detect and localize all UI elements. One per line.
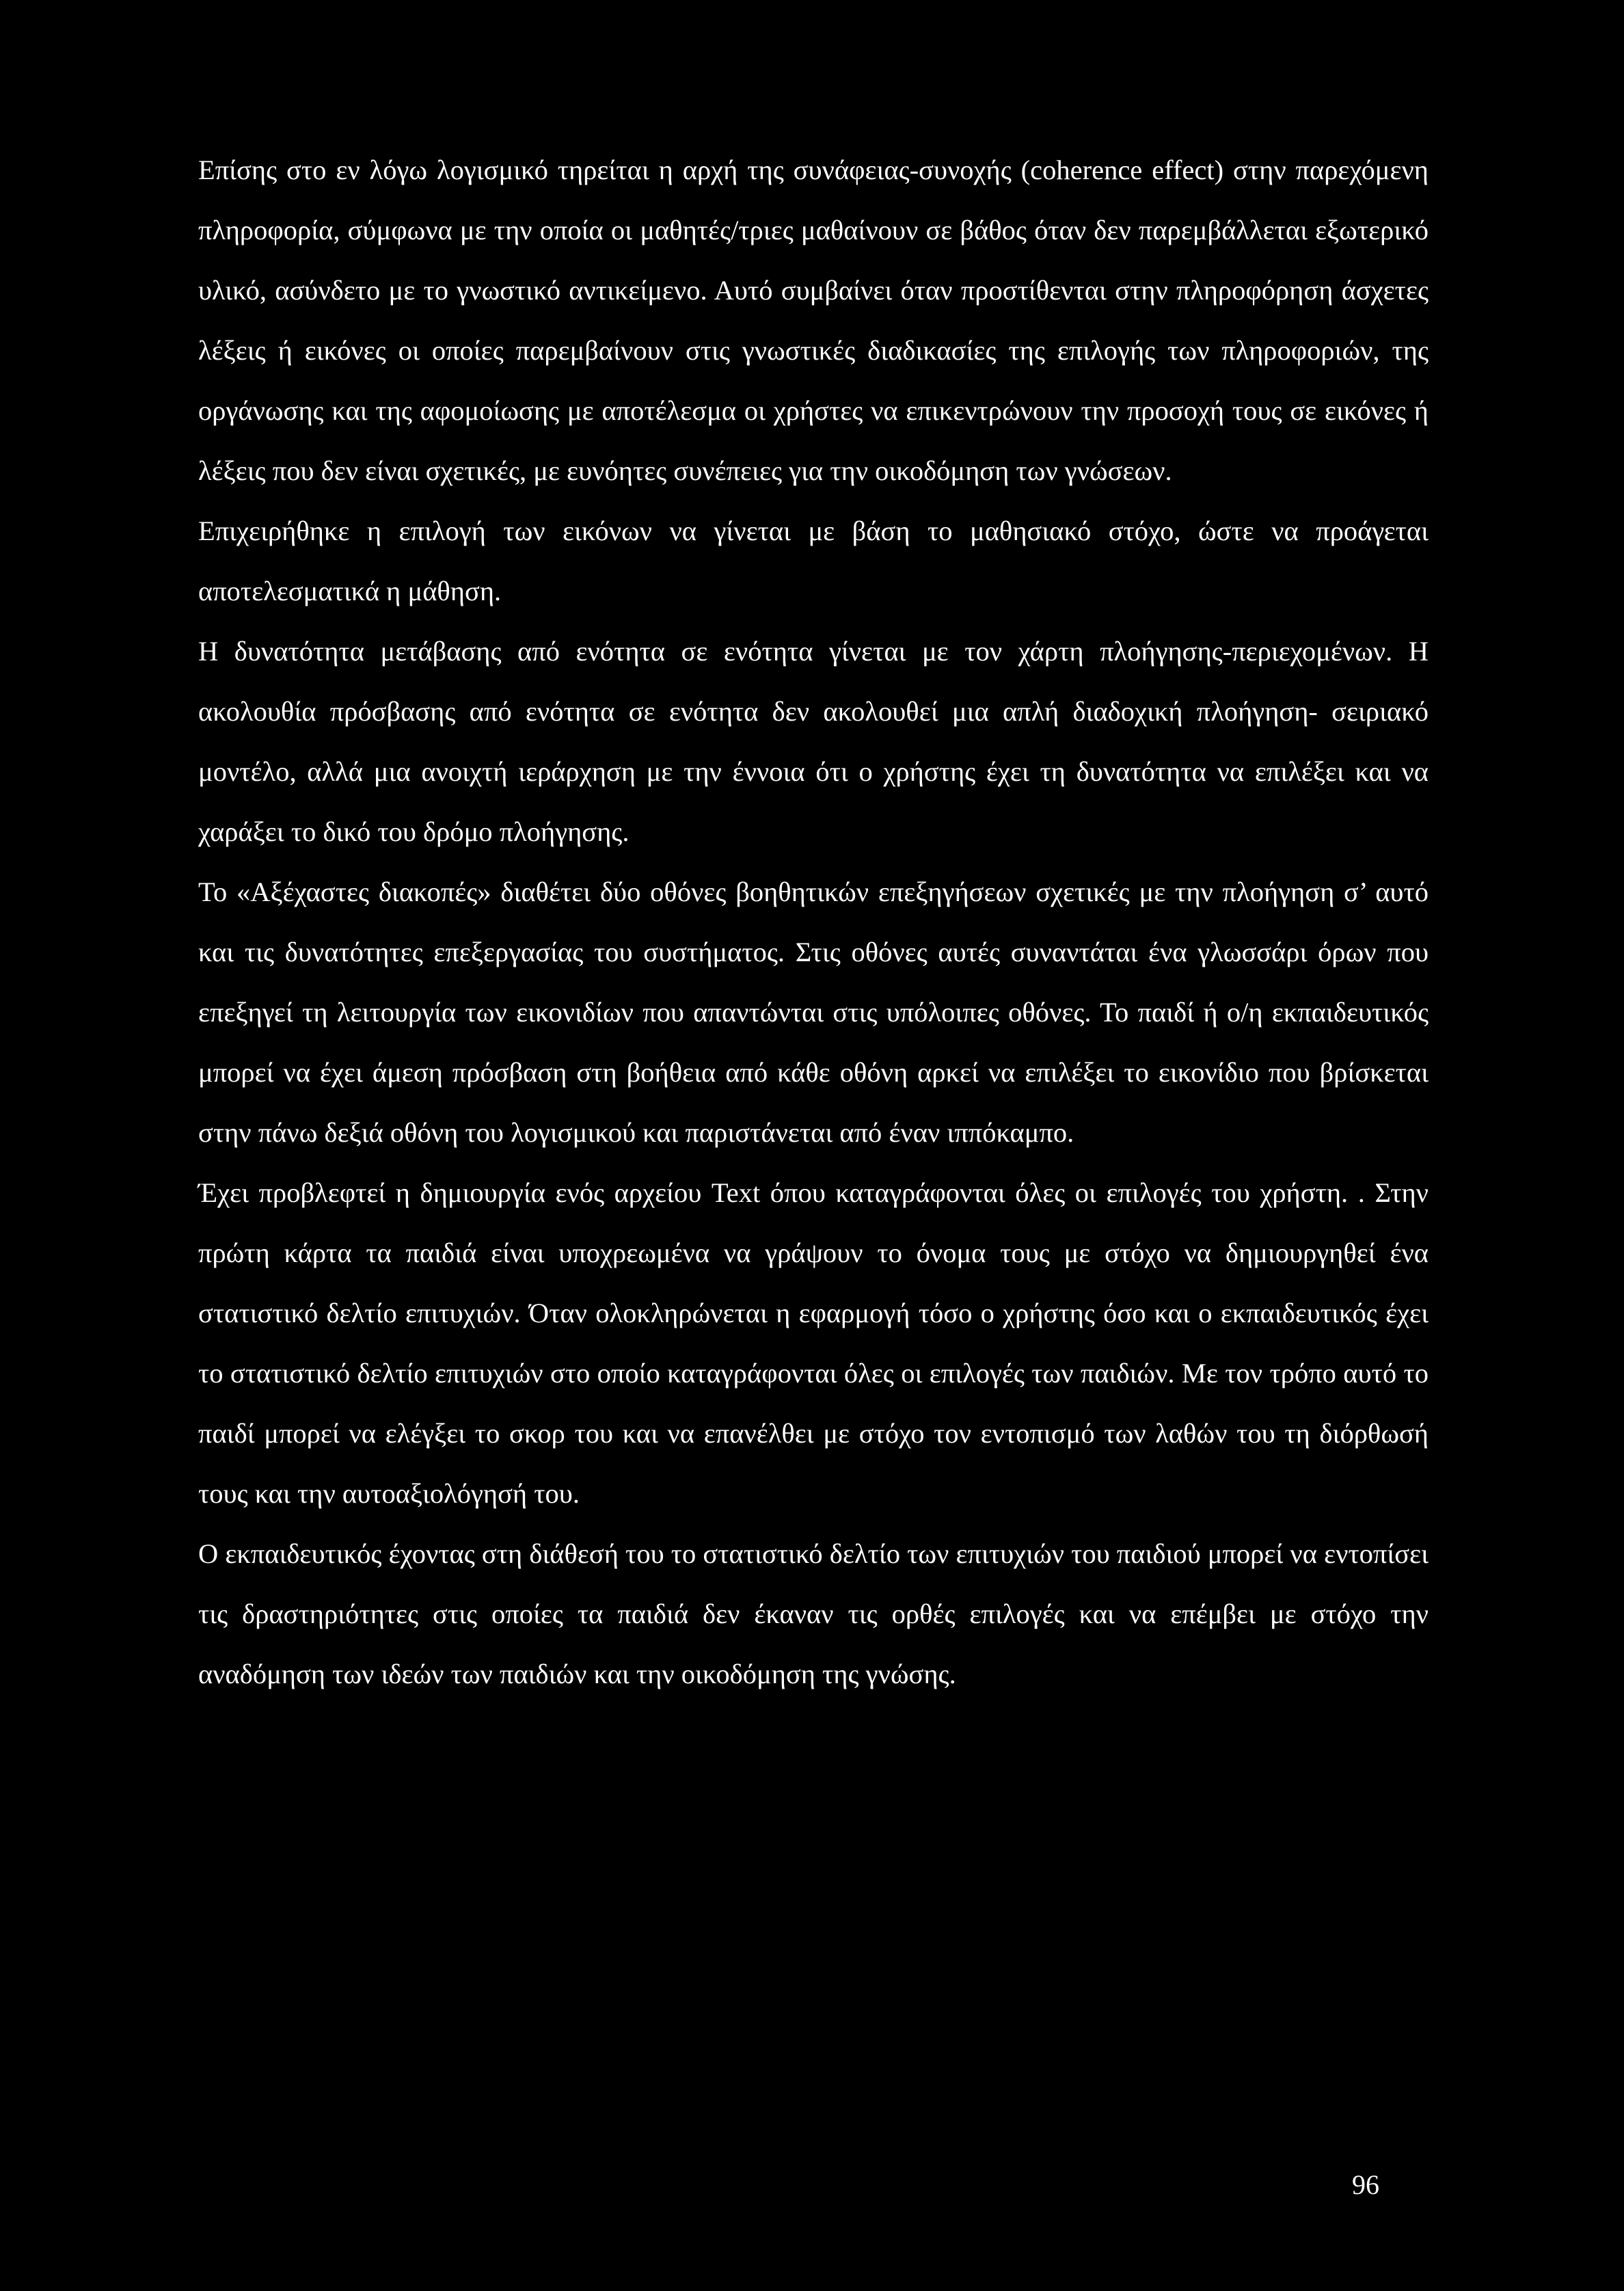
page-number: 96 xyxy=(1352,2169,1379,2200)
paragraph-navigation: Η δυνατότητα μετάβασης από ενότητα σε ενότητα γίνεται με τον χάρτη πλοήγησης-περιεχομένων. Η ακολουθία πρόσβασης από ενότητα σε ενότητα δεν ακολουθεί μια απλή διαδοχική πλοήγηση- σειριακό μοντέλο, αλλά μια ανοιχτή ιεράρχηση με την έννοια ότι ο χρήστης έχει τη δυνατότητα να επιλέξει και να χαράξει το δικό του δρόμο πλοήγησης. xyxy=(198,636,1429,847)
paragraph-help-screens: Το «Αξέχαστες διακοπές» διαθέτει δύο οθόνες βοηθητικών επεξηγήσεων σχετικές με την πλοήγηση σ’ αυτό και τις δυνατότητες επεξεργασίας του συστήματος. Στις οθόνες αυτές συναντάται ένα γλωσσάρι όρων που επεξηγεί τη λειτουργία των εικονιδίων που απαντώνται στις υπόλοιπες οθόνες. Το παιδί ή ο/η εκπαιδευτικός μπορεί να έχει άμεση πρόσβαση στη βοήθεια από κάθε οθόνη αρκεί να επιλέξει το εικονίδιο που βρίσκεται στην πάνω δεξιά οθόνη του λογισμικού και παριστάνεται από έναν ιππόκαμπο. xyxy=(198,876,1429,1148)
page-body xyxy=(198,140,1429,1704)
paragraph-coherence: Επίσης στο εν λόγω λογισμικό τηρείται η αρχή της συνάφειας-συνοχής (coherence effect) στην παρεχόμενη πληροφορία, σύμφωνα με την οποία οι μαθητές/τριες μαθαίνουν σε βάθος όταν δεν παρεμβάλλεται εξωτερικό υλικό, ασύνδετο με το γνωστικό αντικείμενο. Αυτό συμβαίνει όταν προστίθενται στην πληροφόρηση άσχετες λέξεις ή εικόνες οι οποίες παρεμβαίνουν στις γνωστικές διαδικασίες της επιλογής των πληροφοριών, της οργάνωσης και της αφομοίωσης με αποτέλεσμα οι χρήστες να επικεντρώνουν την προσοχή τους σε εικόνες ή λέξεις που δεν είναι σχετικές, με ευνόητες συνέπειες για την οικοδόμηση των γνώσεων. xyxy=(198,155,1429,486)
paragraph-image-selection: Επιχειρήθηκε η επιλογή των εικόνων να γίνεται με βάση το μαθησιακό στόχο, ώστε να προάγεται αποτελεσματικά η μάθηση. xyxy=(198,515,1429,606)
paragraph-text-file: Έχει προβλεφτεί η δημιουργία ενός αρχείου Text όπου καταγράφονται όλες οι επιλογές του χρήστη. . Στην πρώτη κάρτα τα παιδιά είναι υποχρεωμένα να γράψουν το όνομα τους με στόχο να δημιουργηθεί ένα στατιστικό δελτίο επιτυχιών. Όταν ολοκληρώνεται η εφαρμογή τόσο ο χρήστης όσο και ο εκπαιδευτικός έχει το στατιστικό δελτίο επιτυχιών στο οποίο καταγράφονται όλες οι επιλογές των παιδιών. Με τον τρόπο αυτό το παιδί μπορεί να ελέγξει το σκορ του και να επανέλθει με στόχο τον εντοπισμό των λαθών του τη διόρθωσή τους και την αυτοαξιολόγησή του. xyxy=(198,1177,1429,1509)
paragraph-teacher: Ο εκπαιδευτικός έχοντας στη διάθεσή του το στατιστικό δελτίο των επιτυχιών του παιδιού μπορεί να εντοπίσει τις δραστηριότητες στις οποίες τα παιδιά δεν έκαναν τις ορθές επιλογές και να επέμβει με στόχο την αναδόμηση των ιδεών των παιδιών και την οικοδόμηση της γνώσης. xyxy=(198,1538,1429,1689)
